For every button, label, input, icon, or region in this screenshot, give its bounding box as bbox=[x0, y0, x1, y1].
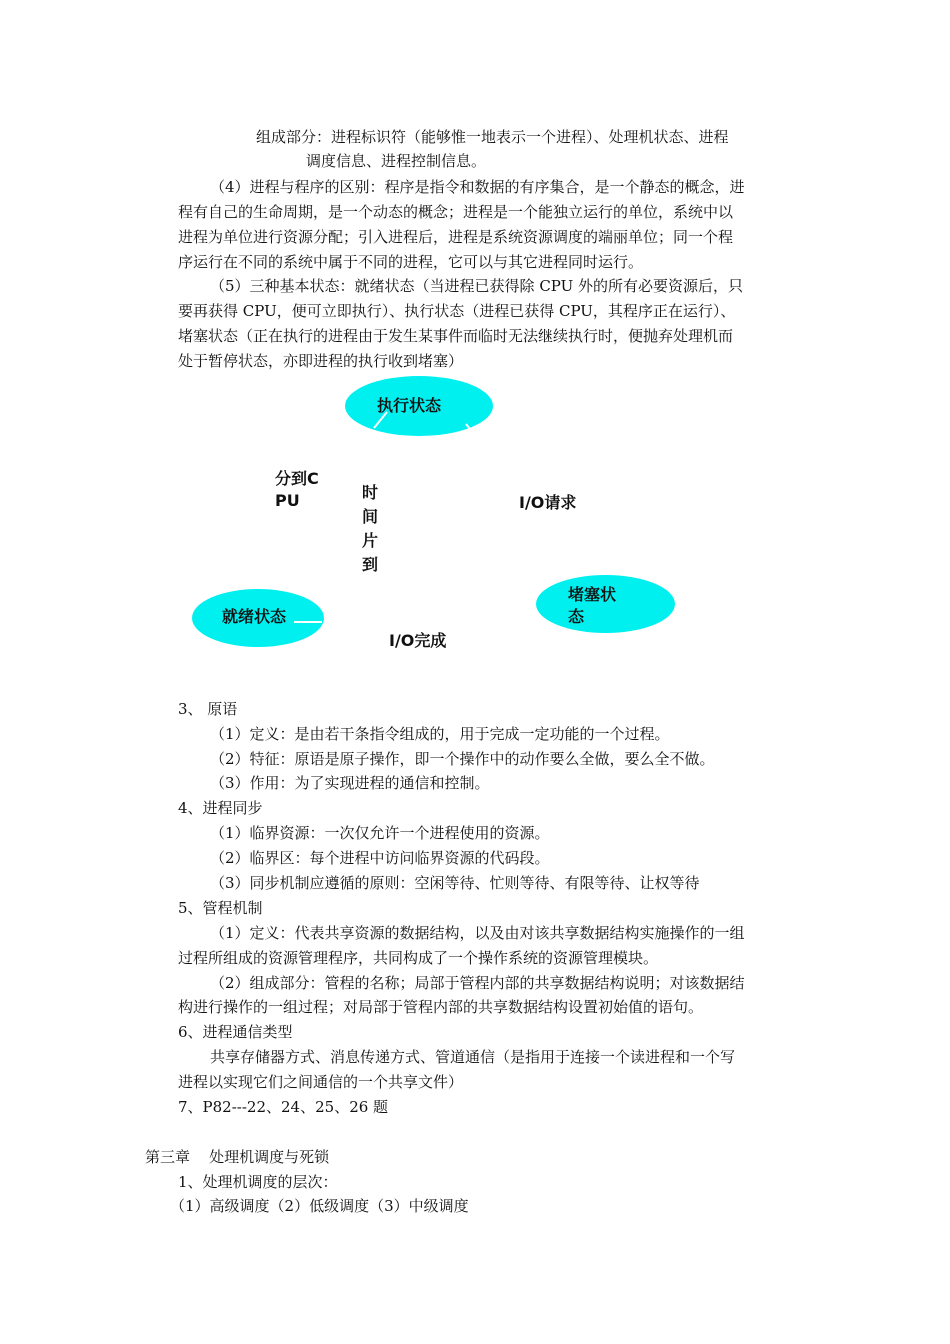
p4-line-2: 程有自己的生命周期，是一个动态的概念；进程是一个能独立运行的单位，系统中以 bbox=[178, 203, 734, 221]
chapter-3-item-1-detail: （1）高级调度（2）低级调度（3）中级调度 bbox=[170, 1197, 469, 1215]
section-3-item-1: （1）定义：是由若干条指令组成的，用于完成一定功能的一个过程。 bbox=[210, 725, 670, 743]
section-6-heading: 6、进程通信类型 bbox=[178, 1023, 293, 1041]
components-line-2: 调度信息、进程控制信息。 bbox=[306, 152, 487, 170]
io-request-arrow-tail bbox=[466, 424, 474, 434]
section-4-heading: 4、进程同步 bbox=[178, 799, 263, 817]
section-4-item-1: （1）临界资源：一次仅允许一个进程使用的资源。 bbox=[210, 824, 550, 842]
dispatch-label: 分到C PU bbox=[275, 469, 319, 510]
components-line-1: 组成部分：进程标识符（能够惟一地表示一个进程）、处理机状态、进程 bbox=[256, 128, 729, 146]
section-3-item-2: （2）特征：原语是原子操作，即一个操作中的动作要么全做，要么全不做。 bbox=[210, 750, 715, 768]
section-3-item-3: （3）作用：为了实现进程的通信和控制。 bbox=[210, 774, 490, 792]
chapter-3-title: 第三章 处理机调度与死锁 bbox=[145, 1148, 330, 1166]
section-4-item-3: （3）同步机制应遵循的原则：空闲等待、忙则等待、有限等待、让权等待 bbox=[210, 874, 700, 892]
section-5-item-2-line-1: （2）组成部分：管程的名称；局部于管程内部的共享数据结构说明；对该数据结 bbox=[210, 974, 745, 992]
section-4-item-2: （2）临界区：每个进程中访问临界资源的代码段。 bbox=[210, 849, 550, 867]
section-5-item-1-line-2: 过程所组成的资源管理程序，共同构成了一个操作系统的资源管理模块。 bbox=[178, 949, 659, 967]
p4-line-4: 序运行在不同的系统中属于不同的进程，它可以与其它进程同时运行。 bbox=[178, 253, 644, 271]
p5-line-1: （5）三种基本状态：就绪状态（当进程已获得除 CPU 外的所有必要资源后，只 bbox=[210, 277, 744, 295]
ready-state-label: 就绪状态 bbox=[222, 607, 287, 626]
p5-line-4: 处于暂停状态，亦即进程的执行收到堵塞） bbox=[178, 352, 464, 370]
timeslice-label: 时 间 片 到 bbox=[362, 483, 379, 574]
p5-line-3: 堵塞状态（正在执行的进程由于发生某事件而临时无法继续执行时，便抛弃处理机而 bbox=[178, 327, 734, 345]
section-7-heading: 7、P82---22、24、25、26 题 bbox=[178, 1098, 389, 1116]
section-6-body-line-1: 共享存储器方式、消息传递方式、管道通信（是指用于连接一个读进程和一个写 bbox=[210, 1048, 736, 1066]
io-complete-label: I/O完成 bbox=[389, 631, 447, 650]
section-3-heading: 3、 原语 bbox=[178, 700, 238, 718]
running-state-label: 执行状态 bbox=[377, 396, 442, 415]
io-request-label: I/O请求 bbox=[519, 493, 577, 512]
p4-line-1: （4）进程与程序的区别：程序是指令和数据的有序集合，是一个静态的概念，进 bbox=[210, 178, 745, 196]
p5-line-2: 要再获得 CPU，便可立即执行）、执行状态（进程已获得 CPU，其程序正在运行）、 bbox=[178, 302, 736, 320]
section-5-item-2-line-2: 构进行操作的一组过程；对局部于管程内部的共享数据结构设置初始值的语句。 bbox=[178, 998, 704, 1016]
blocked-state-label: 堵塞状 态 bbox=[568, 585, 617, 626]
section-6-body-line-2: 进程以实现它们之间通信的一个共享文件） bbox=[178, 1073, 464, 1091]
section-5-heading: 5、管程机制 bbox=[178, 899, 263, 917]
section-5-item-1-line-1: （1）定义：代表共享资源的数据结构，以及由对该共享数据结构实施操作的一组 bbox=[210, 924, 745, 942]
chapter-3-item-1: 1、处理机调度的层次： bbox=[178, 1173, 338, 1191]
p4-line-3: 进程为单位进行资源分配；引入进程后，进程是系统资源调度的端丽单位；同一个程 bbox=[178, 228, 734, 246]
